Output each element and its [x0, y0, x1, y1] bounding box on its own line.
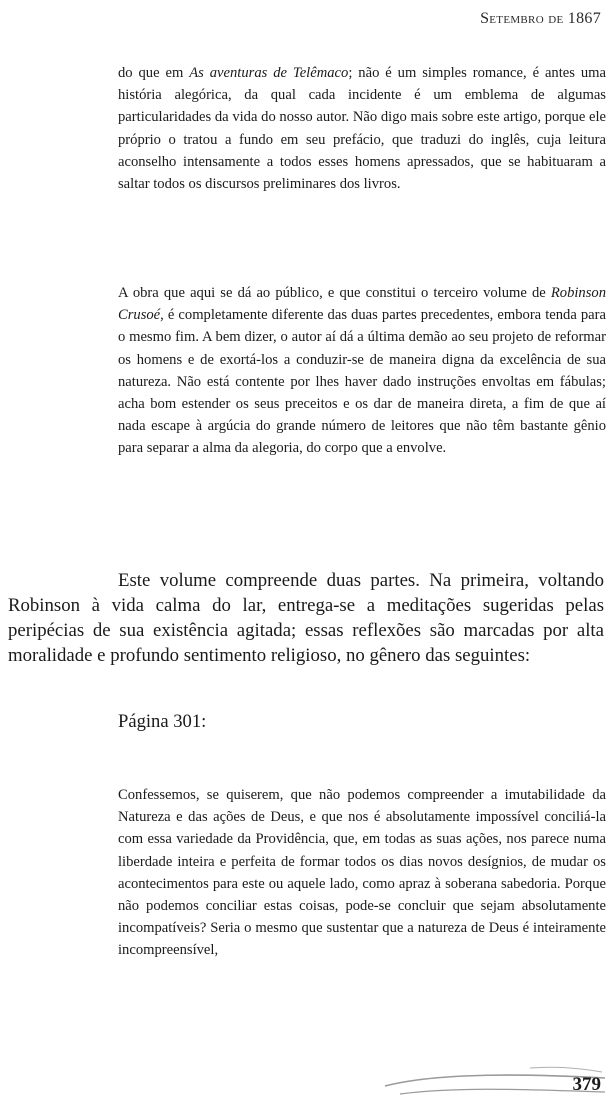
- paragraph-2-before: A obra que aqui se dá ao público, e que constitui o terceiro volume de: [118, 285, 551, 301]
- running-header: Setembro de 1867: [480, 10, 601, 27]
- paragraph-2-after: , é completamente diferente das duas partes precedentes, embora tenda para o mesmo fim. A bem dizer, o autor aí dá a última demão ao seu projeto de reformar os homens e de exortá-los a conduzir-se de maneira digna da excelência de sua natureza. Não está contente por lhes haver dado instruções envoltas em fábulas; acha bom estender os seus preceitos e os dar de maneira direta, a fim de que aí nada escape à argúcia do grande número de leitores que não têm bastante gênio para separar a alma da alegoria, do corpo que a envolve.: [118, 307, 606, 457]
- paragraph-1-after: ; não é um simples romance, é antes uma história alegórica, da qual cada incidente é um emblema de algumas particularidades da vida do nosso autor. Não digo mais sobre este artigo, porque ele próprio o tratou a fundo em seu prefácio, que traduzi do inglês, cuja leitura aconselho intensamente a todos esses homens apressados, que se habituaram a saltar todos os discursos preliminares dos livros.: [118, 65, 606, 193]
- paragraph-1: [118, 62, 606, 195]
- page-number: 379: [572, 1074, 601, 1095]
- paragraph-3: Este volume compreende duas partes. Na primeira, voltando Robinson à vida calma do lar, entrega-se a meditações sugeridas pelas peripécias de sua existência agitada; essas reflexões são marcadas por alta moralidade e profundo sentimento religioso, no gênero das seguintes:: [8, 570, 604, 666]
- book-title-telemaco: As aventuras de Telêmaco: [189, 65, 349, 81]
- paragraph-1-before: do que em: [118, 65, 190, 81]
- paragraph-4: Confessemos, se quiserem, que não podemos compreender a imutabilidade da Natureza e das ações de Deus, e que nos é absolutamente impossível conciliá-la com essa variedade da Providência, que, em todas as suas ações, nos parece numa liberdade inteira e perfeita de formar todos os dias novos desígnios, de mudar os acontecimentos para este ou aquele lado, como apraz à soberana sabedoria. Porque não podemos conciliar estas coisas, pode-se concluir que sejam absolutamente incompatíveis? Seria o mesmo que sustentar que a natureza de Deus é inteiramente incompreensível,: [118, 787, 606, 959]
- subheading: Página 301:: [118, 711, 207, 732]
- book-title-robinson: Robinson Crusoé: [118, 285, 606, 324]
- paragraph-2: [118, 282, 606, 460]
